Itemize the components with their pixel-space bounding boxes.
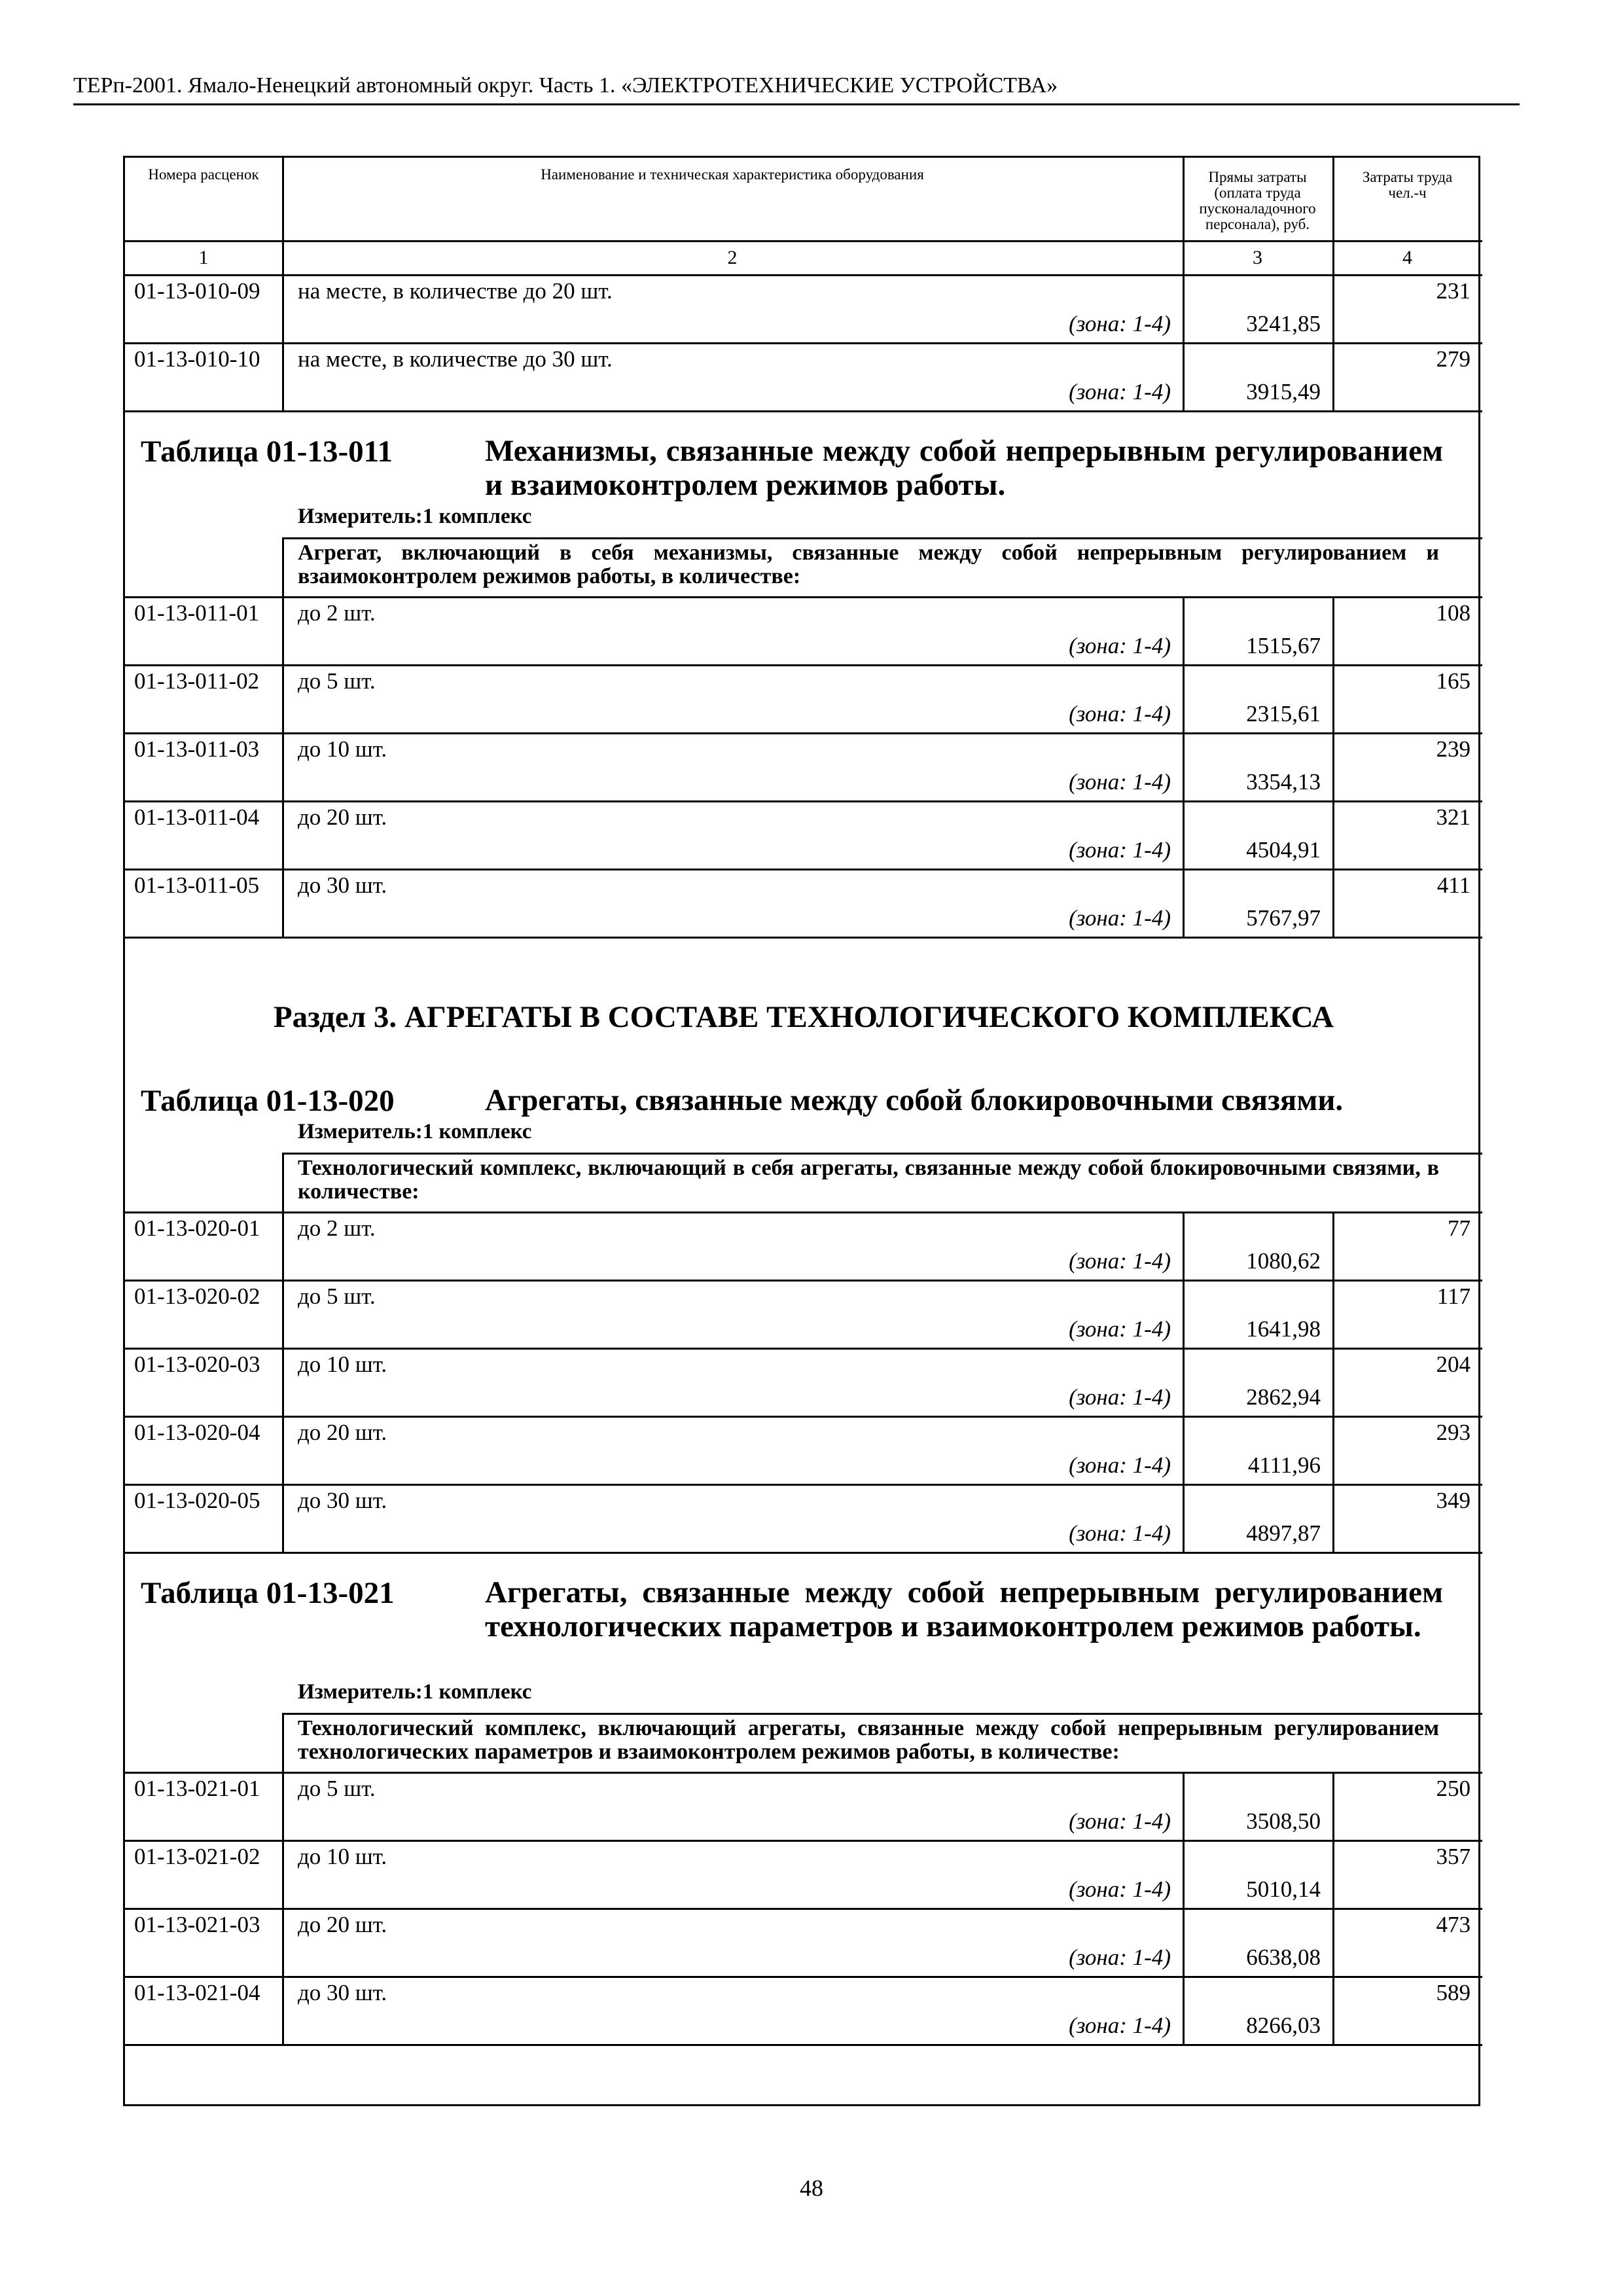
direct-cost-value: 8266,03: [1246, 2013, 1321, 2038]
item-description: до 5 шт.: [298, 1776, 376, 1801]
column-rule: [1183, 274, 1185, 410]
direct-cost-value: 6638,08: [1246, 1945, 1321, 1970]
price-table: [123, 156, 1480, 2106]
row-rule: [125, 596, 1482, 598]
row-rule: [125, 1416, 1482, 1418]
column-rule: [1332, 1772, 1334, 2044]
rate-code: 01-13-011-02: [134, 668, 260, 694]
item-description: до 20 шт.: [298, 804, 387, 830]
labor-value: 321: [1436, 804, 1471, 830]
rate-code: 01-13-021-03: [134, 1912, 260, 1937]
row-rule: [125, 937, 1482, 939]
column-rule: [1183, 1211, 1185, 1552]
item-description: до 20 шт.: [298, 1420, 387, 1445]
labor-value: 250: [1436, 1776, 1471, 1801]
table-title: Таблица 01-13-011: [141, 435, 393, 469]
direct-cost-value: 4111,96: [1247, 1452, 1321, 1478]
col-number-1: 1: [198, 247, 209, 268]
direct-cost-value: 5767,97: [1246, 905, 1321, 931]
item-description: на месте, в количестве до 30 шт.: [298, 346, 613, 372]
zone-label: (зона: 1-4): [1069, 837, 1171, 863]
row-rule: [125, 1484, 1482, 1486]
labor-value: 293: [1436, 1420, 1471, 1445]
column-rule: [1183, 158, 1185, 274]
zone-label: (зона: 1-4): [1069, 1384, 1171, 1410]
labor-value: 77: [1448, 1215, 1471, 1241]
rate-code: 01-13-011-05: [134, 872, 260, 898]
direct-cost-value: 4897,87: [1246, 1520, 1321, 1546]
rate-code: 01-13-020-05: [134, 1488, 260, 1513]
row-rule: [125, 869, 1482, 870]
direct-cost-value: 1641,98: [1246, 1316, 1321, 1342]
rate-code: 01-13-020-01: [134, 1215, 260, 1241]
column-rule: [282, 1713, 284, 1772]
labor-value: 108: [1436, 600, 1471, 626]
zone-label: (зона: 1-4): [1069, 701, 1171, 726]
row-rule: [125, 1211, 1482, 1213]
group-description: Технологический комплекс, включающий в себя агрегаты, связанные между собой блокировочными связями, в количестве:: [298, 1156, 1439, 1204]
header-col-codes: Номера расценок: [148, 166, 259, 183]
table-title: Таблица 01-13-020: [141, 1084, 395, 1118]
col-number-3: 3: [1253, 247, 1262, 268]
direct-cost-value: 1080,62: [1246, 1248, 1321, 1274]
labor-value: 239: [1436, 736, 1471, 762]
labor-value: 349: [1436, 1488, 1471, 1513]
column-rule: [1183, 596, 1185, 937]
rate-code: 01-13-021-01: [134, 1776, 260, 1801]
zone-label: (зона: 1-4): [1069, 1316, 1171, 1342]
header-col-name: Наименование и техническая характеристика оборудования: [541, 166, 924, 183]
labor-value: 589: [1436, 1980, 1471, 2005]
running-header: ТЕРп-2001. Ямало-Ненецкий автономный округ. Часть 1. «ЭЛЕКТРОТЕХНИЧЕСКИЕ УСТРОЙСТВА»: [73, 73, 1520, 105]
labor-value: 165: [1436, 668, 1471, 694]
zone-label: (зона: 1-4): [1069, 633, 1171, 658]
measure-unit: Измеритель:1 комплекс: [298, 505, 532, 528]
column-rule: [1332, 1211, 1334, 1552]
item-description: до 30 шт.: [298, 1980, 387, 2005]
labor-value: 117: [1436, 1283, 1471, 1309]
zone-label: (зона: 1-4): [1069, 311, 1171, 336]
rate-code: 01-13-021-02: [134, 1844, 260, 1869]
group-rule: [282, 1713, 1482, 1715]
page-number: 48: [800, 2175, 823, 2201]
zone-label: (зона: 1-4): [1069, 769, 1171, 795]
row-rule: [125, 342, 1482, 344]
col-number-2: 2: [727, 247, 738, 268]
zone-label: (зона: 1-4): [1069, 1808, 1171, 1834]
group-rule: [282, 537, 1482, 539]
column-rule: [282, 1153, 284, 1211]
rate-code: 01-13-011-04: [134, 804, 260, 830]
column-rule: [1183, 1772, 1185, 2044]
column-rule: [282, 1211, 284, 1552]
labor-value: 411: [1436, 872, 1471, 898]
direct-cost-value: 3241,85: [1246, 311, 1321, 336]
group-description: Технологический комплекс, включающий агрегаты, связанные между собой непрерывным регулированием технологических параметров и взаимоконтролем режимов работы, в количестве:: [298, 1716, 1439, 1764]
group-description: Агрегат, включающий в себя механизмы, связанные между собой непрерывным регулированием и взаимоконтролем режимов работы, в количестве:: [298, 541, 1439, 588]
group-rule: [282, 1153, 1482, 1155]
row-rule: [125, 1552, 1482, 1554]
labor-value: 473: [1436, 1912, 1471, 1937]
row-rule: [125, 664, 1482, 666]
col-number-4: 4: [1402, 247, 1412, 268]
zone-label: (зона: 1-4): [1069, 1452, 1171, 1478]
rate-code: 01-13-010-09: [134, 278, 260, 304]
row-rule: [125, 410, 1482, 412]
rate-code: 01-13-020-03: [134, 1352, 260, 1377]
zone-label: (зона: 1-4): [1069, 1248, 1171, 1274]
row-rule: [125, 1908, 1482, 1910]
row-rule: [125, 1772, 1482, 1774]
table-name: Агрегаты, связанные между собой непрерывным регулированием технологических параметров и взаимоконтролем режимов работы.: [485, 1575, 1443, 1643]
item-description: до 30 шт.: [298, 872, 387, 898]
rate-code: 01-13-011-01: [134, 600, 260, 626]
table-name: Агрегаты, связанные между собой блокировочными связями.: [485, 1083, 1344, 1117]
item-description: до 2 шт.: [298, 1215, 376, 1241]
direct-cost-value: 5010,14: [1246, 1876, 1321, 1902]
measure-unit: Измеритель:1 комплекс: [298, 1120, 532, 1143]
labor-value: 231: [1436, 278, 1471, 304]
rate-code: 01-13-020-04: [134, 1420, 260, 1445]
column-rule: [282, 274, 284, 410]
row-rule: [125, 2044, 1482, 2046]
direct-cost-value: 4504,91: [1246, 837, 1321, 863]
item-description: до 2 шт.: [298, 600, 376, 626]
item-description: до 20 шт.: [298, 1912, 387, 1937]
zone-label: (зона: 1-4): [1069, 379, 1171, 404]
zone-label: (зона: 1-4): [1069, 1520, 1171, 1546]
item-description: до 10 шт.: [298, 1844, 387, 1869]
row-rule: [125, 1280, 1482, 1282]
item-description: до 10 шт.: [298, 736, 387, 762]
direct-cost-value: 2315,61: [1246, 701, 1321, 726]
column-rule: [282, 537, 284, 596]
item-description: до 5 шт.: [298, 1283, 376, 1309]
labor-value: 357: [1436, 1844, 1471, 1869]
direct-cost-value: 3915,49: [1246, 379, 1321, 404]
row-rule: [125, 732, 1482, 734]
labor-value: 204: [1436, 1352, 1471, 1377]
zone-label: (зона: 1-4): [1069, 905, 1171, 931]
table-title: Таблица 01-13-021: [141, 1576, 395, 1610]
column-rule: [282, 596, 284, 937]
column-rule: [282, 1772, 284, 2044]
zone-label: (зона: 1-4): [1069, 1876, 1171, 1902]
table-name: Механизмы, связанные между собой непрерывным регулированием и взаимоконтролем режимов работы.: [485, 434, 1443, 502]
measure-unit: Измеритель:1 комплекс: [298, 1680, 532, 1704]
section-heading: Раздел 3. АГРЕГАТЫ В СОСТАВЕ ТЕХНОЛОГИЧЕСКОГО КОМПЛЕКСА: [273, 1000, 1334, 1034]
item-description: на месте, в количестве до 20 шт.: [298, 278, 613, 304]
direct-cost-value: 2862,94: [1246, 1384, 1321, 1410]
item-description: до 5 шт.: [298, 668, 376, 694]
direct-cost-value: 3508,50: [1246, 1808, 1321, 1834]
rate-code: 01-13-010-10: [134, 346, 260, 372]
rate-code: 01-13-021-04: [134, 1980, 260, 2005]
column-rule: [282, 158, 284, 274]
column-rule: [1332, 274, 1334, 410]
item-description: до 10 шт.: [298, 1352, 387, 1377]
header-rule: [125, 240, 1482, 242]
zone-label: (зона: 1-4): [1069, 1945, 1171, 1970]
row-rule: [125, 1348, 1482, 1350]
header-col-cost: Прямы затраты (оплата труда пусконаладочного персонала), руб.: [1199, 169, 1316, 232]
zone-label: (зона: 1-4): [1069, 2013, 1171, 2038]
direct-cost-value: 3354,13: [1246, 769, 1321, 795]
header-rule: [125, 274, 1482, 276]
row-rule: [125, 1840, 1482, 1842]
rate-code: 01-13-020-02: [134, 1283, 260, 1309]
row-rule: [125, 1976, 1482, 1978]
header-col-labor: Затраты труда чел.-ч: [1362, 169, 1453, 201]
column-rule: [1332, 158, 1334, 274]
rate-code: 01-13-011-03: [134, 736, 260, 762]
direct-cost-value: 1515,67: [1246, 633, 1321, 658]
row-rule: [125, 800, 1482, 802]
column-rule: [1332, 596, 1334, 937]
item-description: до 30 шт.: [298, 1488, 387, 1513]
labor-value: 279: [1436, 346, 1471, 372]
